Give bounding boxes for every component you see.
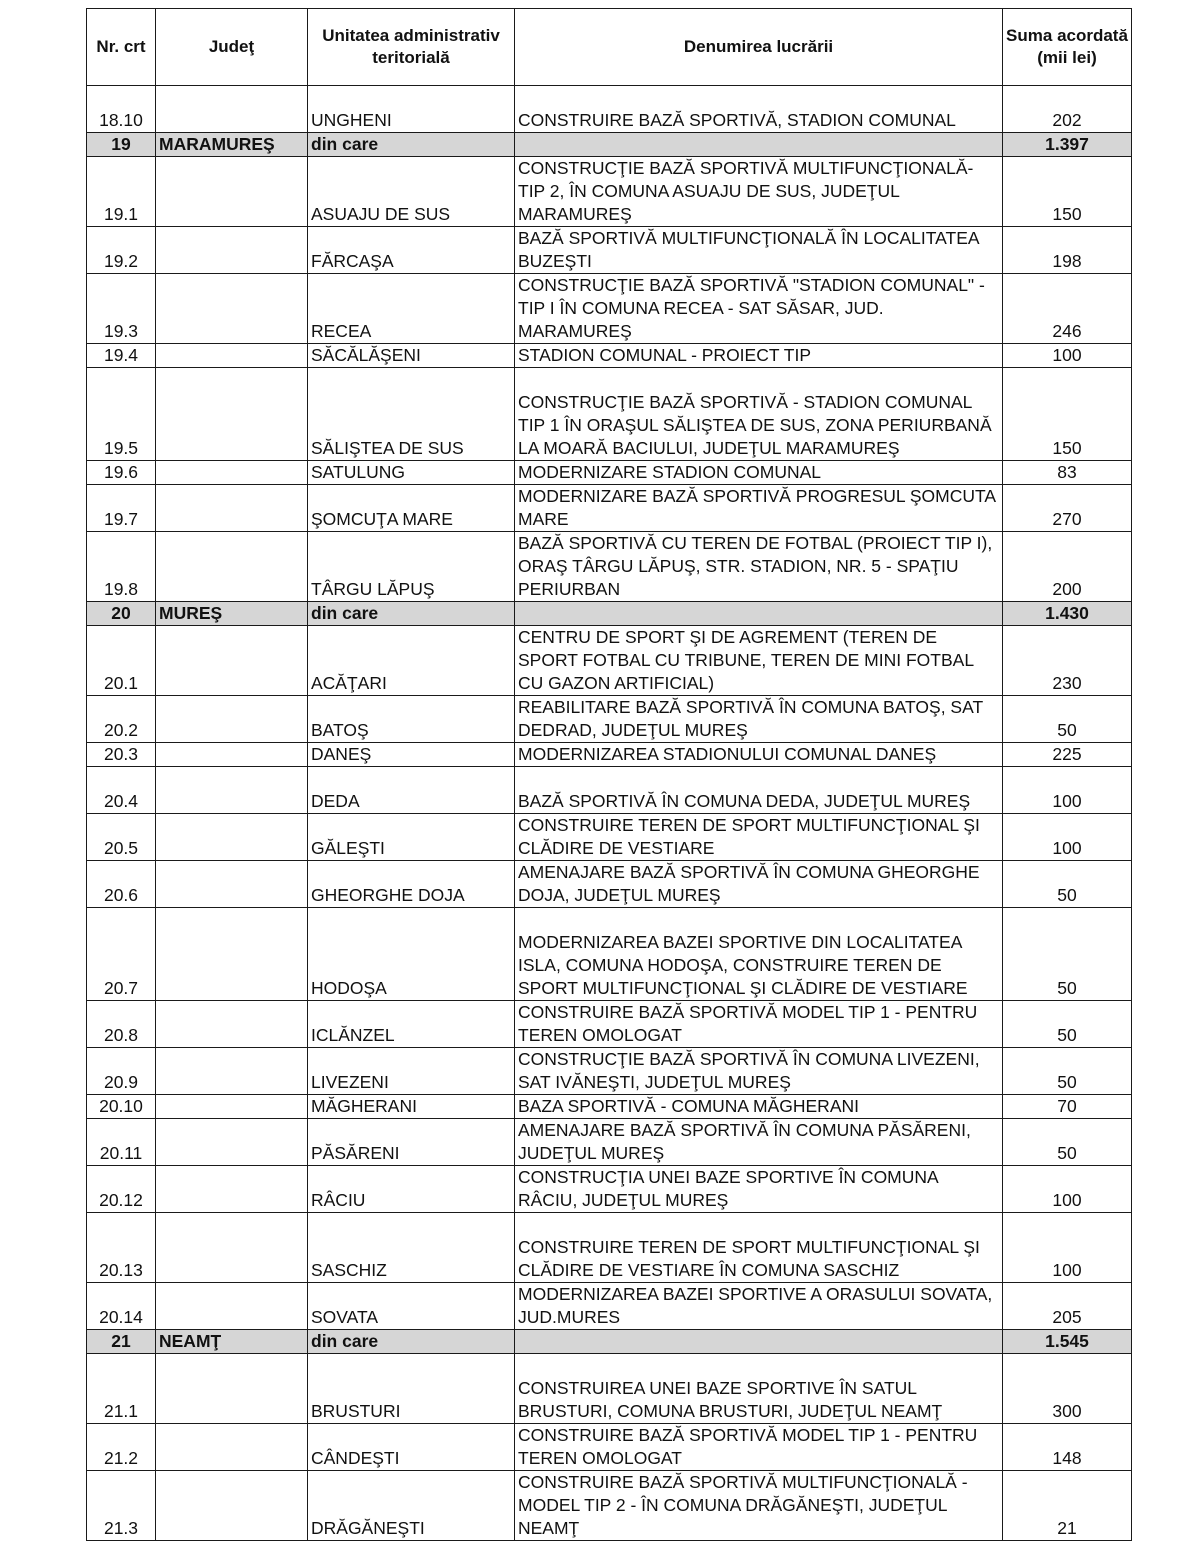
cell-denumire [515,1330,1003,1354]
cell-denumire: CONSTRUIREA UNEI BAZE SPORTIVE ÎN SATUL BRUSTURI, COMUNA BRUSTURI, JUDEŢUL NEAMŢ [515,1354,1003,1424]
cell-suma: 50 [1003,908,1132,1001]
cell-uat: ASUAJU DE SUS [308,157,515,227]
cell-denumire: BAZĂ SPORTIVĂ CU TEREN DE FOTBAL (PROIECT TIP I), ORAŞ TÂRGU LĂPUŞ, STR. STADION, NR. 5 - SPAŢIU PERIURBAN [515,532,1003,602]
table-row [87,227,1132,274]
cell-denumire: CONSTRUCŢIE BAZĂ SPORTIVĂ - STADION COMUNAL TIP 1 ÎN ORAŞUL SĂLIŞTEA DE SUS, ZONA PERIURBANĂ LA MOARĂ BACIULUI, JUDEŢUL MARAMUREŞ [515,368,1003,461]
county-row [87,1330,1132,1354]
cell-suma: 50 [1003,1119,1132,1166]
table-row [87,344,1132,368]
cell-denumire: CONSTRUIRE BAZĂ SPORTIVĂ MODEL TIP 1 - PENTRU TEREN OMOLOGAT [515,1001,1003,1048]
cell-uat: SATULUNG [308,461,515,485]
cell-denumire: BAZA SPORTIVĂ - COMUNA MĂGHERANI [515,1095,1003,1119]
table-row [87,626,1132,696]
table-row [87,1119,1132,1166]
cell-nr: 19.3 [87,274,156,344]
cell-suma: 230 [1003,626,1132,696]
cell-uat: PĂSĂRENI [308,1119,515,1166]
cell-uat: SASCHIZ [308,1213,515,1283]
cell-judet [156,344,308,368]
table-row [87,814,1132,861]
cell-nr: 20.9 [87,1048,156,1095]
cell-suma: 1.545 [1003,1330,1132,1354]
cell-judet [156,1354,308,1424]
cell-nr: 20.5 [87,814,156,861]
cell-nr: 20.7 [87,908,156,1001]
cell-uat: SĂCĂLĂŞENI [308,344,515,368]
cell-judet [156,1119,308,1166]
cell-uat: ACĂŢARI [308,626,515,696]
cell-nr: 20.11 [87,1119,156,1166]
cell-judet [156,1424,308,1471]
cell-suma: 225 [1003,743,1132,767]
cell-denumire: CONSTRUIRE BAZĂ SPORTIVĂ MODEL TIP 1 - PENTRU TEREN OMOLOGAT [515,1424,1003,1471]
cell-suma: 270 [1003,485,1132,532]
cell-denumire: CONSTRUCŢIE BAZĂ SPORTIVĂ ÎN COMUNA LIVEZENI, SAT IVĂNEŞTI, JUDEŢUL MUREŞ [515,1048,1003,1095]
table-row [87,696,1132,743]
header-lucrare: Denumirea lucrării [515,9,1003,86]
cell-uat: DANEŞ [308,743,515,767]
table-row [87,1354,1132,1424]
cell-judet: MARAMUREŞ [156,133,308,157]
cell-denumire: MODERNIZARE BAZĂ SPORTIVĂ PROGRESUL ŞOMCUTA MARE [515,485,1003,532]
cell-suma: 50 [1003,1001,1132,1048]
cell-suma: 150 [1003,368,1132,461]
cell-judet [156,696,308,743]
table-row [87,485,1132,532]
cell-uat: MĂGHERANI [308,1095,515,1119]
cell-denumire: CONSTRUCŢIE BAZĂ SPORTIVĂ "STADION COMUNAL" - TIP I ÎN COMUNA RECEA - SAT SĂSAR, JUD. MARAMUREŞ [515,274,1003,344]
cell-denumire: CONSTRUIRE BAZĂ SPORTIVĂ, STADION COMUNAL [515,86,1003,133]
cell-judet: MUREŞ [156,602,308,626]
cell-judet [156,1471,308,1541]
table-row [87,908,1132,1001]
cell-denumire: CONSTRUIRE TEREN DE SPORT MULTIFUNCŢIONAL ŞI CLĂDIRE DE VESTIARE ÎN COMUNA SASCHIZ [515,1213,1003,1283]
table-row [87,1166,1132,1213]
cell-suma: 1.397 [1003,133,1132,157]
cell-suma: 150 [1003,157,1132,227]
cell-nr: 20.12 [87,1166,156,1213]
cell-uat: RÂCIU [308,1166,515,1213]
table-row [87,157,1132,227]
cell-judet [156,368,308,461]
cell-suma: 148 [1003,1424,1132,1471]
cell-nr: 19.4 [87,344,156,368]
cell-suma: 205 [1003,1283,1132,1330]
table-row [87,1424,1132,1471]
cell-nr: 19 [87,133,156,157]
cell-suma: 50 [1003,1048,1132,1095]
cell-judet [156,157,308,227]
table-row [87,86,1132,133]
cell-judet [156,1048,308,1095]
table-row [87,368,1132,461]
cell-denumire: CONSTRUCŢIA UNEI BAZE SPORTIVE ÎN COMUNA RÂCIU, JUDEŢUL MUREŞ [515,1166,1003,1213]
cell-uat: din care [308,133,515,157]
county-row [87,602,1132,626]
cell-judet [156,626,308,696]
cell-nr: 21.3 [87,1471,156,1541]
table-body [87,86,1132,1541]
cell-judet [156,532,308,602]
cell-judet [156,908,308,1001]
table-row [87,1001,1132,1048]
cell-denumire: AMENAJARE BAZĂ SPORTIVĂ ÎN COMUNA PĂSĂRENI, JUDEŢUL MUREŞ [515,1119,1003,1166]
cell-judet: NEAMŢ [156,1330,308,1354]
cell-judet [156,461,308,485]
cell-denumire: BAZĂ SPORTIVĂ ÎN COMUNA DEDA, JUDEŢUL MUREŞ [515,767,1003,814]
cell-nr: 20.14 [87,1283,156,1330]
cell-suma: 100 [1003,1166,1132,1213]
cell-judet [156,274,308,344]
cell-denumire: CONSTRUCŢIE BAZĂ SPORTIVĂ MULTIFUNCŢIONALĂ-TIP 2, ÎN COMUNA ASUAJU DE SUS, JUDEŢUL MARAMUREŞ [515,157,1003,227]
cell-suma: 50 [1003,696,1132,743]
cell-nr: 21.1 [87,1354,156,1424]
cell-judet [156,814,308,861]
header-suma: Suma acordată (mii lei) [1003,9,1132,86]
header-judet: Judeţ [156,9,308,86]
cell-nr: 19.1 [87,157,156,227]
table-row [87,1213,1132,1283]
cell-nr: 20.6 [87,861,156,908]
cell-nr: 20.10 [87,1095,156,1119]
cell-denumire: STADION COMUNAL - PROIECT TIP [515,344,1003,368]
header-row [87,9,1132,86]
cell-nr: 20.4 [87,767,156,814]
cell-denumire: BAZĂ SPORTIVĂ MULTIFUNCŢIONALĂ ÎN LOCALITATEA BUZEŞTI [515,227,1003,274]
cell-uat: din care [308,602,515,626]
cell-nr: 20.3 [87,743,156,767]
table-row [87,1048,1132,1095]
cell-uat: LIVEZENI [308,1048,515,1095]
table-row [87,461,1132,485]
table-row [87,1283,1132,1330]
cell-denumire [515,602,1003,626]
cell-uat: ŞOMCUŢA MARE [308,485,515,532]
cell-judet [156,1166,308,1213]
cell-uat: UNGHENI [308,86,515,133]
cell-denumire: REABILITARE BAZĂ SPORTIVĂ ÎN COMUNA BATOŞ, SAT DEDRAD, JUDEŢUL MUREŞ [515,696,1003,743]
cell-judet [156,227,308,274]
table-row [87,743,1132,767]
cell-denumire: MODERNIZAREA BAZEI SPORTIVE A ORASULUI SOVATA, JUD.MURES [515,1283,1003,1330]
cell-nr: 20 [87,602,156,626]
cell-judet [156,1213,308,1283]
cell-suma: 246 [1003,274,1132,344]
cell-judet [156,1283,308,1330]
cell-suma: 100 [1003,814,1132,861]
cell-suma: 100 [1003,767,1132,814]
cell-uat: FĂRCAŞA [308,227,515,274]
cell-uat: din care [308,1330,515,1354]
table-row [87,861,1132,908]
cell-uat: BATOŞ [308,696,515,743]
cell-suma: 200 [1003,532,1132,602]
cell-judet [156,767,308,814]
table-row [87,1471,1132,1541]
cell-uat: GĂLEŞTI [308,814,515,861]
table-row [87,1095,1132,1119]
cell-denumire: AMENAJARE BAZĂ SPORTIVĂ ÎN COMUNA GHEORGHE DOJA, JUDEŢUL MUREŞ [515,861,1003,908]
cell-nr: 20.8 [87,1001,156,1048]
cell-judet [156,1095,308,1119]
cell-nr: 20.13 [87,1213,156,1283]
cell-suma: 100 [1003,344,1132,368]
cell-denumire: CENTRU DE SPORT ŞI DE AGREMENT (TEREN DE SPORT FOTBAL CU TRIBUNE, TEREN DE MINI FOTBAL CU GAZON ARTIFICIAL) [515,626,1003,696]
table-row [87,767,1132,814]
cell-uat: DEDA [308,767,515,814]
cell-uat: BRUSTURI [308,1354,515,1424]
cell-uat: DRĂGĂNEŞTI [308,1471,515,1541]
cell-suma: 83 [1003,461,1132,485]
cell-judet [156,485,308,532]
cell-nr: 21 [87,1330,156,1354]
cell-uat: CÂNDEŞTI [308,1424,515,1471]
cell-nr: 19.6 [87,461,156,485]
cell-denumire: MODERNIZAREA STADIONULUI COMUNAL DANEŞ [515,743,1003,767]
table-row [87,274,1132,344]
cell-suma: 21 [1003,1471,1132,1541]
cell-nr: 21.2 [87,1424,156,1471]
cell-denumire: CONSTRUIRE TEREN DE SPORT MULTIFUNCŢIONAL ŞI CLĂDIRE DE VESTIARE [515,814,1003,861]
cell-nr: 19.7 [87,485,156,532]
cell-uat: TÂRGU LĂPUŞ [308,532,515,602]
cell-uat: ICLĂNZEL [308,1001,515,1048]
cell-suma: 300 [1003,1354,1132,1424]
table-row [87,532,1132,602]
cell-uat: SĂLIŞTEA DE SUS [308,368,515,461]
header-uat: Unitatea administrativ teritorială [308,9,515,86]
cell-nr: 19.2 [87,227,156,274]
cell-uat: GHEORGHE DOJA [308,861,515,908]
cell-denumire: MODERNIZAREA BAZEI SPORTIVE DIN LOCALITATEA ISLA, COMUNA HODOŞA, CONSTRUIRE TEREN DE SPORT MULTIFUNCŢIONAL ŞI CLĂDIRE DE VESTIARE [515,908,1003,1001]
cell-judet [156,86,308,133]
cell-suma: 100 [1003,1213,1132,1283]
cell-uat: RECEA [308,274,515,344]
cell-suma: 202 [1003,86,1132,133]
cell-uat: HODOŞA [308,908,515,1001]
cell-suma: 70 [1003,1095,1132,1119]
cell-judet [156,861,308,908]
cell-judet [156,1001,308,1048]
cell-nr: 20.2 [87,696,156,743]
cell-denumire: CONSTRUIRE BAZĂ SPORTIVĂ MULTIFUNCŢIONALĂ - MODEL TIP 2 - ÎN COMUNA DRĂGĂNEŞTI, JUDEŢUL NEAMŢ [515,1471,1003,1541]
cell-nr: 18.10 [87,86,156,133]
county-row [87,133,1132,157]
cell-suma: 50 [1003,861,1132,908]
cell-judet [156,743,308,767]
works-table [86,8,1132,1541]
cell-denumire: MODERNIZARE STADION COMUNAL [515,461,1003,485]
cell-nr: 19.8 [87,532,156,602]
cell-uat: SOVATA [308,1283,515,1330]
cell-suma: 198 [1003,227,1132,274]
cell-nr: 19.5 [87,368,156,461]
cell-denumire [515,133,1003,157]
cell-nr: 20.1 [87,626,156,696]
cell-suma: 1.430 [1003,602,1132,626]
header-nr: Nr. crt [87,9,156,86]
